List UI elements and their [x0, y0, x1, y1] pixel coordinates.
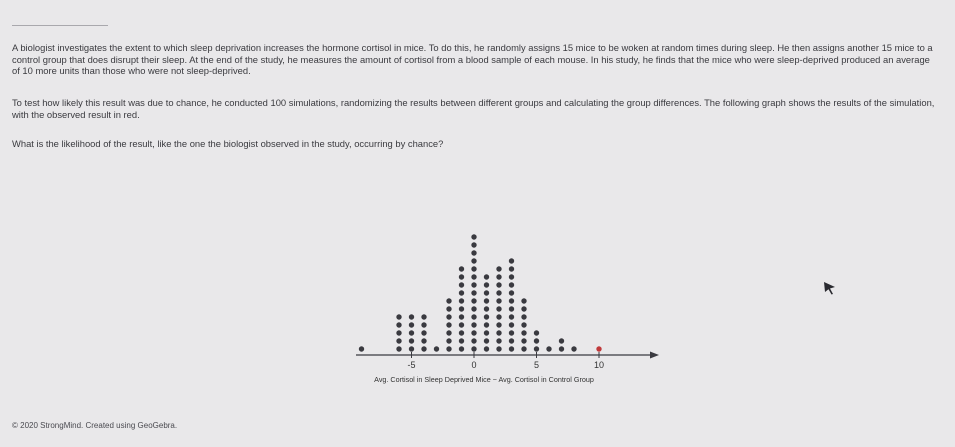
simulation-dot [471, 234, 476, 239]
x-tick-label: 5 [533, 360, 540, 370]
simulation-dot [559, 338, 564, 343]
simulation-dot [459, 338, 464, 343]
simulation-dot [509, 306, 514, 311]
simulation-dot [409, 314, 414, 319]
simulation-dot [471, 290, 476, 295]
simulation-dot [509, 330, 514, 335]
simulation-dot [546, 346, 551, 351]
simulation-dot [496, 290, 501, 295]
x-tick-label: -5 [407, 360, 416, 370]
simulation-dot [484, 330, 489, 335]
simulation-dot [509, 266, 514, 271]
simulation-dot [396, 330, 401, 335]
simulation-dot [484, 346, 489, 351]
simulation-dot [509, 338, 514, 343]
simulation-dot [421, 346, 426, 351]
simulation-dot [484, 338, 489, 343]
simulation-dot [459, 266, 464, 271]
simulation-dot [409, 322, 414, 327]
simulation-dot [509, 290, 514, 295]
simulation-dot [559, 346, 564, 351]
simulation-dot [509, 298, 514, 303]
simulation-dot [496, 314, 501, 319]
x-axis-label: Avg. Cortisol in Sleep Deprived Mice − Avg. Cortisol in Control Group [374, 375, 594, 384]
simulation-dot [471, 322, 476, 327]
simulation-dot [496, 338, 501, 343]
simulation-dot [396, 314, 401, 319]
simulation-dot [509, 322, 514, 327]
question-prompt: What is the likelihood of the result, like the one the biologist observed in the study, occurring by chance? [12, 138, 444, 149]
simulation-dot [496, 306, 501, 311]
simulation-dot [459, 306, 464, 311]
simulation-dot [459, 290, 464, 295]
simulation-dot [446, 346, 451, 351]
simulation-dot [471, 258, 476, 263]
simulation-dot [496, 274, 501, 279]
simulation-dot [496, 266, 501, 271]
simulation-dot [471, 266, 476, 271]
simulation-dot [471, 282, 476, 287]
simulation-dot [521, 322, 526, 327]
simulation-dot [359, 346, 364, 351]
simulation-dot [509, 258, 514, 263]
simulation-dot [459, 322, 464, 327]
simulation-dot [396, 338, 401, 343]
simulation-dot [471, 298, 476, 303]
simulation-dot [409, 330, 414, 335]
simulation-dot [521, 346, 526, 351]
simulation-dot [434, 346, 439, 351]
simulation-dot [496, 346, 501, 351]
simulation-dot [396, 346, 401, 351]
simulation-dot [471, 346, 476, 351]
simulation-dot [446, 306, 451, 311]
simulation-dot [496, 282, 501, 287]
copyright-footer: © 2020 StrongMind. Created using GeoGebra. [12, 421, 178, 430]
simulation-dot [484, 290, 489, 295]
simulation-dot [446, 298, 451, 303]
simulation-dot [446, 338, 451, 343]
simulation-dot [521, 338, 526, 343]
simulation-dot [471, 274, 476, 279]
simulation-dot [509, 282, 514, 287]
x-tick-label: 10 [593, 360, 605, 370]
simulation-dot [446, 330, 451, 335]
simulation-dot [459, 314, 464, 319]
simulation-dot [509, 346, 514, 351]
simulation-dot [484, 322, 489, 327]
simulation-dot [496, 322, 501, 327]
simulation-dot [521, 298, 526, 303]
simulation-dot [459, 330, 464, 335]
mouse-cursor-icon [822, 281, 836, 295]
simulation-dot [409, 338, 414, 343]
simulation-dot [534, 338, 539, 343]
dot-plot-dots [359, 234, 602, 351]
simulation-dot [509, 274, 514, 279]
simulation-dot [534, 346, 539, 351]
simulation-dot [484, 306, 489, 311]
simulation-dot [484, 274, 489, 279]
question-paragraph-1: A biologist investigates the extent to which sleep deprivation increases the hormone cortisol in mice. To do this, he randomly assigns 15 mice to be woken at random times during sleep. He then assigns another 15 mice to a control group that does disrupt their sleep. At the end of the study, he measures the amount of cortisol from a blood sample of each mouse. In his study, he finds that the mice who were sleep-deprived produced an average of 10 more units than those who were not sleep-deprived. [12, 42, 933, 77]
axis-arrow-right [650, 352, 659, 359]
x-tick-label: 0 [471, 360, 477, 370]
simulation-dot [521, 306, 526, 311]
simulation-dot [471, 242, 476, 247]
simulation-dot [521, 314, 526, 319]
simulation-dot [496, 298, 501, 303]
simulation-dot [421, 338, 426, 343]
simulation-dot [484, 314, 489, 319]
simulation-dot [484, 298, 489, 303]
question-paragraph-2: To test how likely this result was due to chance, he conducted 100 simulations, randomizing the results between different groups and calculating the group differences. The following graph shows the results of the simulation, with the observed result in red. [12, 97, 935, 120]
simulation-dot [459, 298, 464, 303]
simulation-dot [446, 314, 451, 319]
simulation-dot [571, 346, 576, 351]
simulation-dot [459, 282, 464, 287]
simulation-dot [534, 330, 539, 335]
simulation-dot [471, 338, 476, 343]
observed-result-dot [596, 346, 601, 351]
simulation-dot [446, 322, 451, 327]
simulation-dot [421, 314, 426, 319]
simulation-dot [421, 322, 426, 327]
simulation-dot [409, 346, 414, 351]
simulation-dot [471, 330, 476, 335]
simulation-dot [521, 330, 526, 335]
simulation-dot [421, 330, 426, 335]
simulation-dot [496, 330, 501, 335]
simulation-dot [396, 322, 401, 327]
simulation-dot [509, 314, 514, 319]
simulation-dot [484, 282, 489, 287]
simulation-dot [471, 250, 476, 255]
simulation-dot [471, 314, 476, 319]
simulation-dot [459, 346, 464, 351]
simulation-dot [459, 274, 464, 279]
simulation-dot [471, 306, 476, 311]
